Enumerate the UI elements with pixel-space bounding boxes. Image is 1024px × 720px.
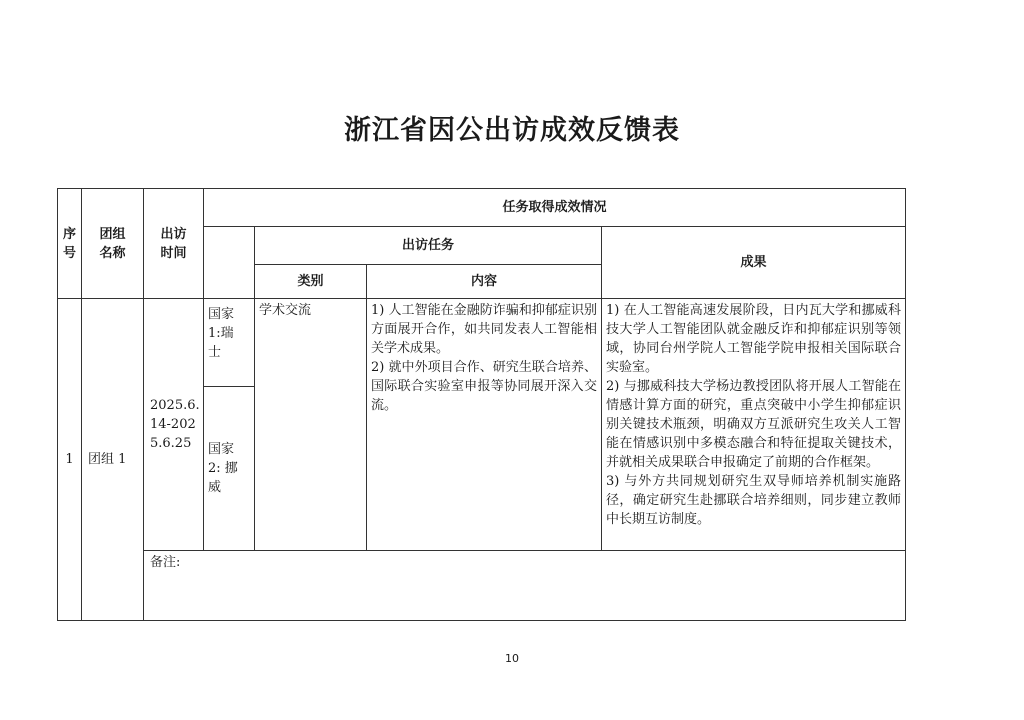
feedback-table: [57, 188, 906, 621]
header-visit-task: 出访任务: [255, 227, 602, 265]
row-category: 学术交流: [255, 299, 367, 551]
header-category: 类别: [255, 265, 367, 299]
row-group-name: 团组 1: [82, 299, 144, 621]
header-group-name: 团组 名称: [82, 189, 144, 299]
row-visit-time: 2025.6. 14-202 5.6.25: [144, 299, 204, 551]
row-country-2: 国家 2: 挪 威: [204, 387, 255, 551]
header-blank-country: [204, 227, 255, 299]
row-seq: 1: [58, 299, 82, 621]
header-visit-time: 出访 时间: [144, 189, 204, 299]
row-notes: 备注:: [144, 551, 906, 621]
row-content: 1) 人工智能在金融防诈骗和抑郁症识别方面展开合作，如共同发表人工智能相关学术成果。 2) 就中外项目合作、研究生联合培养、国际联合实验室申报等协同展开深入交流。: [367, 299, 602, 551]
row-results: 1) 在人工智能高速发展阶段，日内瓦大学和挪威科技大学人工智能团队就金融反诈和抑郁症识别等领域，协同台州学院人工智能学院申报相关国际联合实验室。 2) 与挪威科技大学杨边教授团队将开展人工智能在情感计算方面的研究，重点突破中小学生抑郁症识别关键技术瓶颈，明确双方互派研究生攻关人工智能在情感识别中多模态融合和特征提取关键技术，并就相关成果联合申报确定了前期的合作框架。 3) 与外方共同规划研究生双导师培养机制实施路径，确定研究生赴挪联合培养细则，同步建立教师中长期互访制度。: [602, 299, 906, 551]
row-country-1: 国家 1:瑞 士: [204, 299, 255, 387]
header-seq: 序 号: [58, 189, 82, 299]
header-task-result: 任务取得成效情况: [204, 189, 906, 227]
header-content: 内容: [367, 265, 602, 299]
page-title: 浙江省因公出访成效反馈表: [344, 115, 680, 146]
page-number: 10: [505, 652, 519, 665]
header-results: 成果: [602, 227, 906, 299]
